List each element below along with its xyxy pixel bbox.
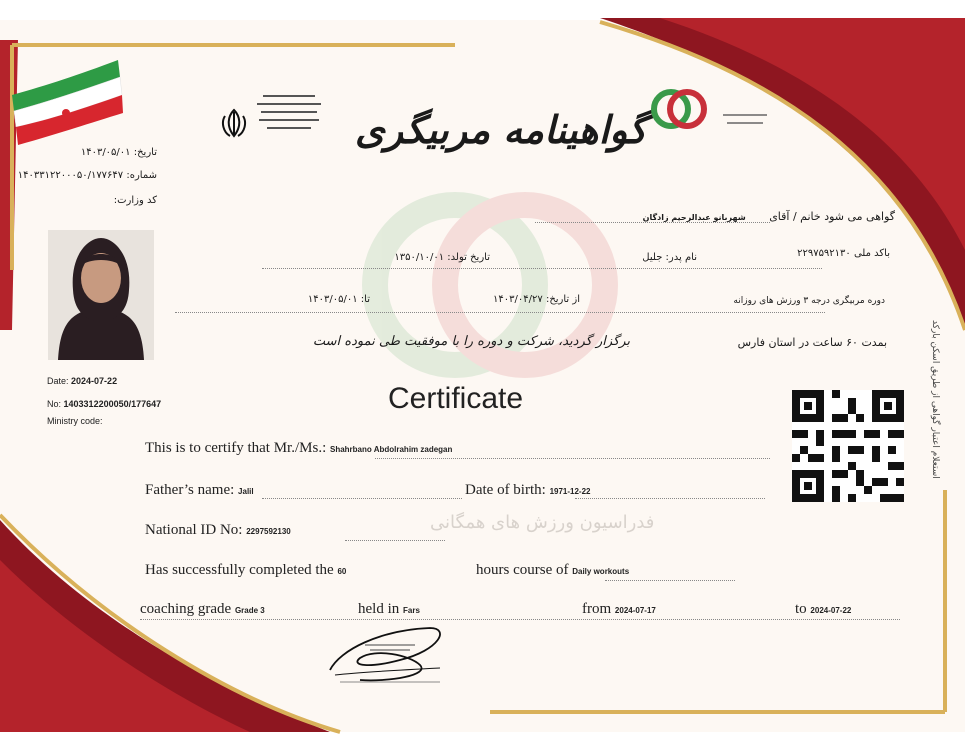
federation-logo-icon — [648, 85, 710, 133]
national-id-row: National ID No: 2297592130 — [145, 522, 291, 538]
emblem-block — [220, 90, 292, 142]
nid-dots — [345, 540, 445, 541]
qr-code-icon — [792, 390, 904, 502]
hours-course-row: hours course of Daily workouts — [476, 562, 630, 578]
number-row: No: 1403312200050/177647 — [47, 399, 162, 409]
iran-emblem-icon — [220, 108, 248, 138]
portrait-photo — [48, 230, 154, 360]
ministry-text-lines — [253, 90, 325, 138]
persian-hours: بمدت ۶۰ ساعت در استان فارس — [737, 336, 887, 349]
side-verify-text: استعلام اعتبار گواهی از طریق اسکن بارکد — [930, 320, 940, 479]
date-row: Date: 2024-07-22 — [47, 376, 118, 386]
person-name-value: Shahrbano Abdolrahim zadegan — [330, 445, 453, 454]
completed-row: Has successfully completed the 60 — [145, 562, 347, 578]
persian-completed: برگزار گردید، شرکت و دوره را با موفقیت طی نموده است — [312, 334, 630, 349]
father-dots — [262, 498, 462, 499]
to-row: to 2024-07-22 — [795, 601, 852, 617]
persian-line-2-dots — [262, 268, 822, 269]
persian-title: گواهینامه مربیگری — [355, 108, 647, 152]
signature-icon — [320, 620, 460, 690]
watermark-federation: فدراسیون ورزش های همگانی — [430, 512, 655, 533]
ministry-code-row: Ministry code: — [47, 416, 103, 426]
grade-dots — [140, 619, 900, 620]
name-dotted-line — [535, 222, 770, 223]
certify-line: This is to certify that Mr./Ms.: Shahrbano Abdolrahim zadegan — [145, 440, 453, 456]
persian-number: شماره: ۱۴۰۳۳۱۲۲۰۰۰۵۰/۱۷۷۶۴۷ — [17, 170, 157, 181]
certificate-heading: Certificate — [388, 382, 524, 415]
persian-date: تاریخ: ۱۴۰۳/۰۵/۰۱ — [80, 147, 157, 158]
federation-name-lines — [715, 109, 775, 133]
persian-father: نام پدر: جلیل — [642, 252, 697, 263]
federation-logo-block — [648, 85, 718, 137]
persian-to: تا: ۱۴۰۳/۰۵/۰۱ — [307, 294, 370, 305]
persian-line-1: گواهی می شود خانم / آقای شهربانو عبدالرحیم زادگان — [642, 210, 895, 223]
dob-row: Date of birth: 1971-12-22 — [465, 482, 591, 498]
persian-birth: تاریخ تولد: ۱۳۵۰/۱۰/۰۱ — [394, 252, 490, 263]
held-row: held in Fars — [358, 601, 420, 617]
from-row: from 2024-07-17 — [582, 601, 656, 617]
persian-national-id: باکد ملی ۲۲۹۷۵۹۲۱۳۰ — [797, 248, 890, 259]
father-name-row: Father’s name: Jalil — [145, 482, 254, 498]
dob-dots — [575, 498, 765, 499]
persian-course: دوره مربیگری درجه ۳ ورزش های روزانه — [733, 296, 885, 306]
persian-ministry-code: کد وزارت: — [113, 195, 157, 206]
iran-flag-icon — [8, 55, 123, 150]
certify-dots — [375, 458, 770, 459]
grade-row: coaching grade Grade 3 — [140, 601, 265, 617]
course-dots — [605, 580, 735, 581]
persian-from: از تاریخ: ۱۴۰۳/۰۴/۲۷ — [493, 294, 580, 305]
persian-line-3-dots — [175, 312, 825, 313]
